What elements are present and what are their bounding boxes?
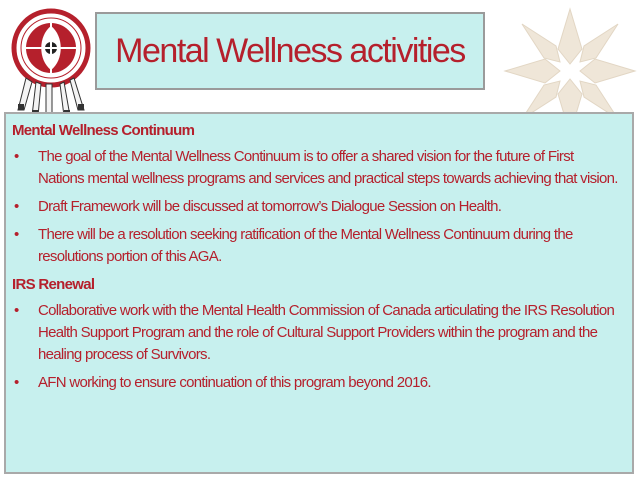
list-item-text: Collaborative work with the Mental Health Commission of Canada articulating the IRS Resolution Health Support Program and the role of Cultural Support Providers within the program and the healing process of Survivors. — [38, 302, 615, 363]
afn-logo-icon — [8, 6, 94, 118]
list-item-text: Draft Framework will be discussed at tomorrow’s Dialogue Session on Health. — [38, 198, 502, 215]
section-heading: Mental Wellness Continuum — [12, 122, 195, 139]
bullet-list — [12, 146, 622, 268]
content-panel — [4, 112, 634, 474]
list-item — [12, 196, 622, 218]
bullet-list — [12, 300, 622, 394]
bullet-icon: • — [14, 148, 19, 165]
section-irs-renewal — [12, 274, 622, 394]
slide-title: Mental Wellness activities — [115, 31, 465, 70]
list-item — [12, 146, 622, 190]
bullet-icon: • — [14, 302, 19, 319]
list-item — [12, 300, 622, 366]
section-heading: IRS Renewal — [12, 276, 95, 293]
section-mental-wellness — [12, 120, 622, 268]
bullet-icon: • — [14, 374, 19, 391]
list-item — [12, 372, 622, 394]
bullet-icon: • — [14, 226, 19, 243]
list-item-text: AFN working to ensure continuation of this program beyond 2016. — [38, 374, 431, 391]
list-item — [12, 224, 622, 268]
list-item-text: There will be a resolution seeking ratification of the Mental Wellness Continuum during the resolutions portion of this AGA. — [38, 226, 573, 265]
list-item-text: The goal of the Mental Wellness Continuum is to offer a shared vision for the future of First Nations mental wellness programs and services and practical steps towards achieving that vision. — [38, 148, 618, 187]
bullet-icon: • — [14, 198, 19, 215]
title-box — [95, 12, 485, 90]
